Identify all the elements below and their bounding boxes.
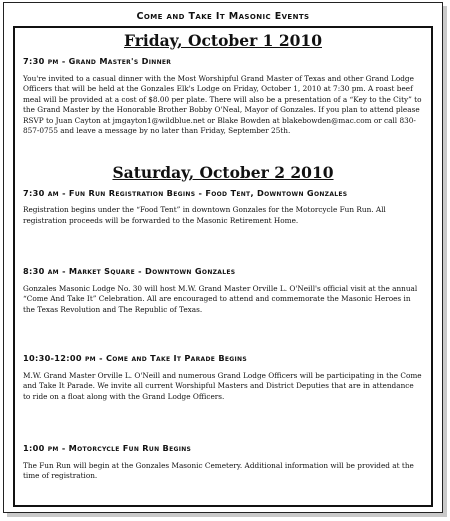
page-shadow-right bbox=[443, 6, 447, 517]
saturday-day-title: Saturday, October 2 2010 bbox=[112, 163, 334, 182]
event-heading: 7:30 pm - Grand Master's Dinner bbox=[23, 56, 172, 66]
event-description: The Fun Run will begin at the Gonzales Masonic Cemetery. Additional information will be provided at the time of registration. bbox=[23, 460, 414, 481]
event-description: Registration begins under the “Food Tent” in downtown Gonzales for the Motorcycle Fun Run. All registration proceeds will be forwarded to the Masonic Retirement Home. bbox=[23, 205, 386, 225]
events-panel bbox=[13, 26, 433, 507]
event-parade bbox=[23, 353, 423, 402]
page-shadow-bottom bbox=[7, 513, 447, 517]
event-heading: 1:00 pm - Motorcycle Fun Run Begins bbox=[23, 443, 192, 453]
friday-day-title: Friday, October 1 2010 bbox=[123, 31, 322, 50]
event-market-square bbox=[23, 266, 423, 315]
flyer-frame bbox=[3, 2, 443, 513]
event-description: You're invited to a casual dinner with the Most Worshipful Grand Master of Texas and other Grand Lodge Officers that will be held at the Gonzales Elk's Lodge on Friday, October 1, 2010 at 7:30 pm. A roast beef meal will be provided at a cost of $8.00 per plate. There will also be a presentation of a “Key to the City” to the Grand Master by the Honorable Brother Bobby O'Neal, Mayor of Gonzales. If you plan to attend please RSVP to Juan Cayton at jmgayton1@wildblue.net or Blake Bowden at blakebowden@mac.com or call 830-857-0755 and leave a message by no later than Friday, September 25th. bbox=[23, 73, 422, 136]
event-heading: 7:30 am - Fun Run Registration Begins - Food Tent, Downtown Gonzales bbox=[23, 188, 348, 198]
event-motorcycle-fun-run bbox=[23, 443, 423, 482]
event-fun-run-registration bbox=[23, 187, 423, 226]
event-description: Gonzales Masonic Lodge No. 30 will host M.W. Grand Master Orville L. O'Neill's official visit at the annual “Come And Take It” Celebration. All are encouraged to attend and commemorate the Masonic Heroes in the Texas Revolution and The Republic of Texas. bbox=[23, 283, 418, 314]
event-description: M.W. Grand Master Orville L. O'Neill and numerous Grand Lodge Officers will be participating in the Come and Take It Parade. We invite all current Worshipful Masters and District Deputies that are in attendance to ride on a float along with the Grand Lodge Officers. bbox=[23, 370, 422, 401]
event-grand-masters-dinner bbox=[23, 56, 423, 137]
event-heading: 10:30-12:00 pm - Come and Take It Parade Begins bbox=[23, 353, 247, 363]
page-title: Come and Take It Masonic Events bbox=[136, 11, 310, 22]
header-bar bbox=[4, 3, 442, 27]
friday-day-title-block bbox=[23, 31, 423, 50]
event-heading: 8:30 am - Market Square - Downtown Gonzales bbox=[23, 266, 236, 276]
saturday-day-title-block bbox=[23, 163, 423, 182]
